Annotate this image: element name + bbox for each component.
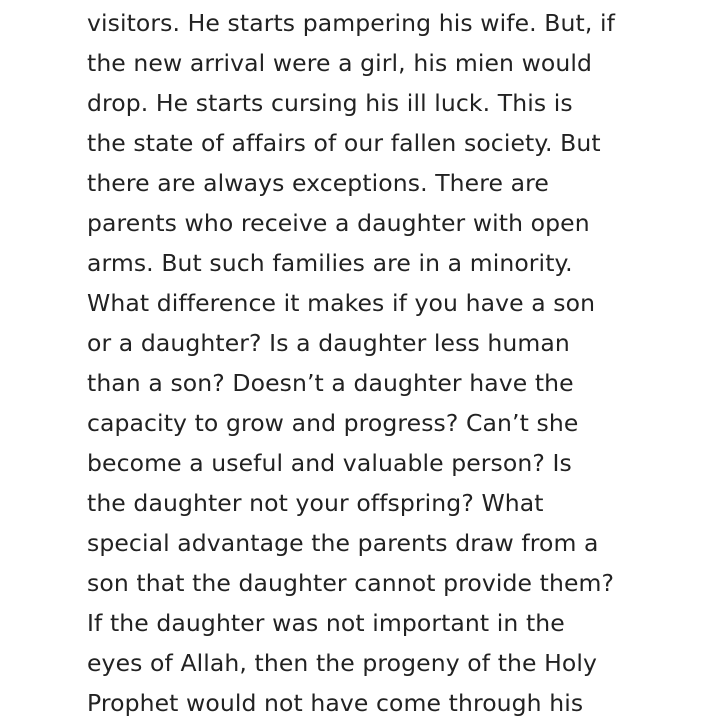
text-line-1: visitors. He starts pampering his wife. But, if	[87, 9, 615, 37]
text-line-17: eyes of Allah, then the progeny of the Holy	[87, 649, 598, 677]
text-line-15: son that the daughter cannot provide them?	[87, 569, 615, 597]
text-line-16: If the daughter was not important in the	[87, 609, 565, 637]
text-line-14: special advantage the parents draw from a	[87, 529, 599, 557]
text-line-10: than a son? Doesn’t a daughter have the	[87, 369, 574, 397]
text-line-12: become a useful and valuable person? Is	[87, 449, 572, 477]
text-line-9: or a daughter? Is a daughter less human	[87, 329, 570, 357]
text-line-7: arms. But such families are in a minority.	[87, 249, 573, 277]
text-line-8: What difference it makes if you have a son	[87, 289, 596, 317]
text-line-4: the state of affairs of our fallen society. But	[87, 129, 601, 157]
text-line-2: the new arrival were a girl, his mien would	[87, 49, 593, 77]
article-body	[87, 0, 707, 720]
text-line-6: parents who receive a daughter with open	[87, 209, 590, 237]
text-line-13: the daughter not your offspring? What	[87, 489, 544, 517]
text-line-3: drop. He starts cursing his ill luck. This is	[87, 89, 573, 117]
text-line-5: there are always exceptions. There are	[87, 169, 549, 197]
text-line-18: Prophet would not have come through his	[87, 689, 584, 717]
text-line-11: capacity to grow and progress? Can’t she	[87, 409, 579, 437]
